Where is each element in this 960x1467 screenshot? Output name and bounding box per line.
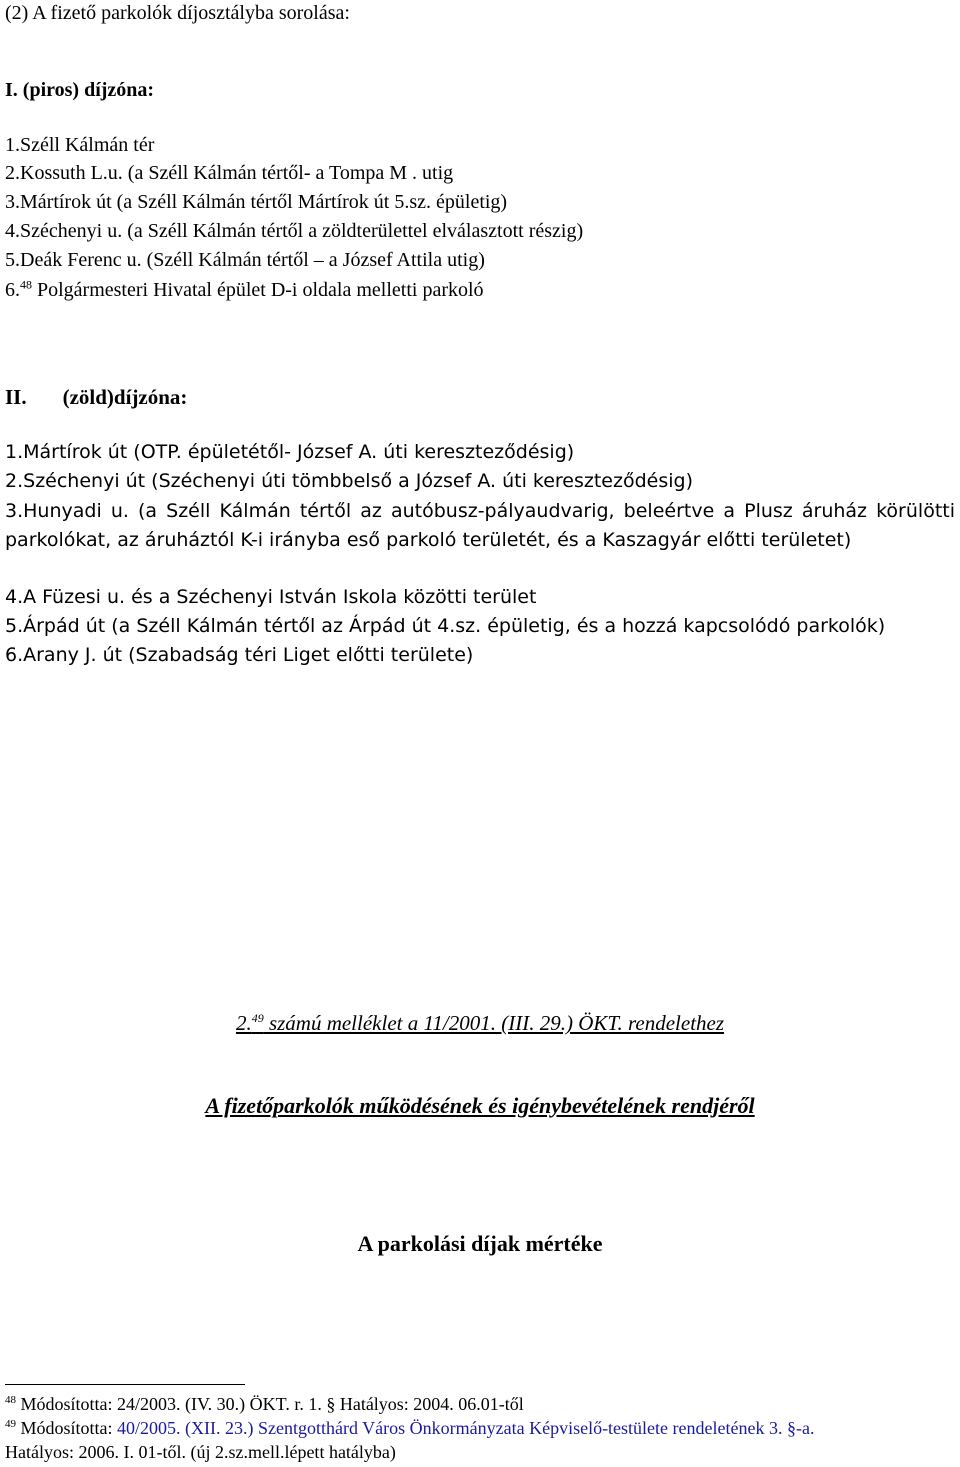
zone2-title — [5, 384, 187, 410]
zone1-item-5: 5.Deák Ferenc u. (Széll Kálmán tértől – a József Attila utig) — [5, 249, 485, 271]
zone1-item-6 — [5, 277, 484, 303]
footnote-49-link[interactable]: 40/2005. (XII. 23.) Szentgotthárd Város Önkormányzata Képviselő-testülete rendeletének 3. §-a. — [117, 1418, 815, 1438]
zone2-item-1: 1.Mártírok út (OTP. épületétől- József A. úti kereszteződésig) — [5, 441, 575, 463]
footnote-49-number: 49 — [5, 1418, 16, 1430]
zone2-title-text: (zöld)díjzóna: — [62, 385, 188, 409]
annex-title: A fizetőparkolók működésének és igénybevételének rendjéről — [205, 1093, 755, 1118]
zone2-item-2: 2.Széchenyi út (Széchenyi úti tömbbelső a József A. úti kereszteződésig) — [5, 470, 693, 492]
zone2-item-6: 6.Arany J. út (Szabadság téri Liget előtti területe) — [5, 644, 474, 666]
footnote-49-label: Módosította: — [16, 1418, 118, 1438]
zone1-item-6-number: 6. — [5, 279, 20, 301]
zone1-item-2: 2.Kossuth L.u. (a Széll Kálmán tértől- a Tompa M . utig — [5, 162, 454, 184]
zone1-item-6-text: Polgármesteri Hivatal épület D-i oldala melletti parkoló — [32, 279, 484, 301]
footnote-49 — [5, 1417, 814, 1439]
zone2-item-4: 4.A Füzesi u. és a Széchenyi István Iskola közötti terület — [5, 586, 537, 608]
footnote-49-line2: Hatályos: 2006. I. 01-től. (új 2.sz.mell.lépett hatályba) — [5, 1442, 396, 1462]
zone2-title-number: II. — [5, 385, 27, 409]
zone1-title: I. (piros) díjzóna: — [5, 79, 155, 101]
section-title: A parkolási díjak mértéke — [357, 1231, 603, 1256]
zone2-item-3: 3.Hunyadi u. (a Széll Kálmán tértől az autóbusz-pályaudvarig, beleértve a Plusz áruház körülötti parkolókat, az áruháztól K-i irányba eső parkoló területét, és a Kaszagyár előtti területet) — [5, 500, 955, 551]
annex-reference — [0, 1011, 960, 1036]
footnote-ref-49[interactable]: 49 — [251, 1011, 264, 1025]
footnote-48 — [5, 1393, 524, 1415]
zone1-item-1: 1.Széll Kálmán tér — [5, 134, 155, 156]
footnote-ref-48[interactable]: 48 — [20, 277, 32, 292]
annex-text: számú melléklet a 11/2001. (III. 29.) ÖKT. rendelethez — [263, 1011, 725, 1035]
footnote-48-number: 48 — [5, 1394, 16, 1406]
annex-number: 2. — [235, 1011, 252, 1035]
zone1-item-4: 4.Széchenyi u. (a Széll Kálmán tértől a zöldterülettel elválasztott részig) — [5, 220, 584, 242]
section-heading: (2) A fizető parkolók díjosztályba sorolása: — [5, 2, 350, 24]
zone1-item-3: 3.Mártírok út (a Széll Kálmán tértől Mártírok út 5.sz. épületig) — [5, 191, 508, 213]
zone2-item-5: 5.Árpád út (a Széll Kálmán tértől az Árpád út 4.sz. épületig, és a hozzá kapcsolódó parkolók) — [5, 615, 886, 637]
footnote-divider — [5, 1384, 245, 1385]
footnote-48-text: Módosította: 24/2003. (IV. 30.) ÖKT. r. 1. § Hatályos: 2004. 06.01-től — [16, 1394, 524, 1414]
